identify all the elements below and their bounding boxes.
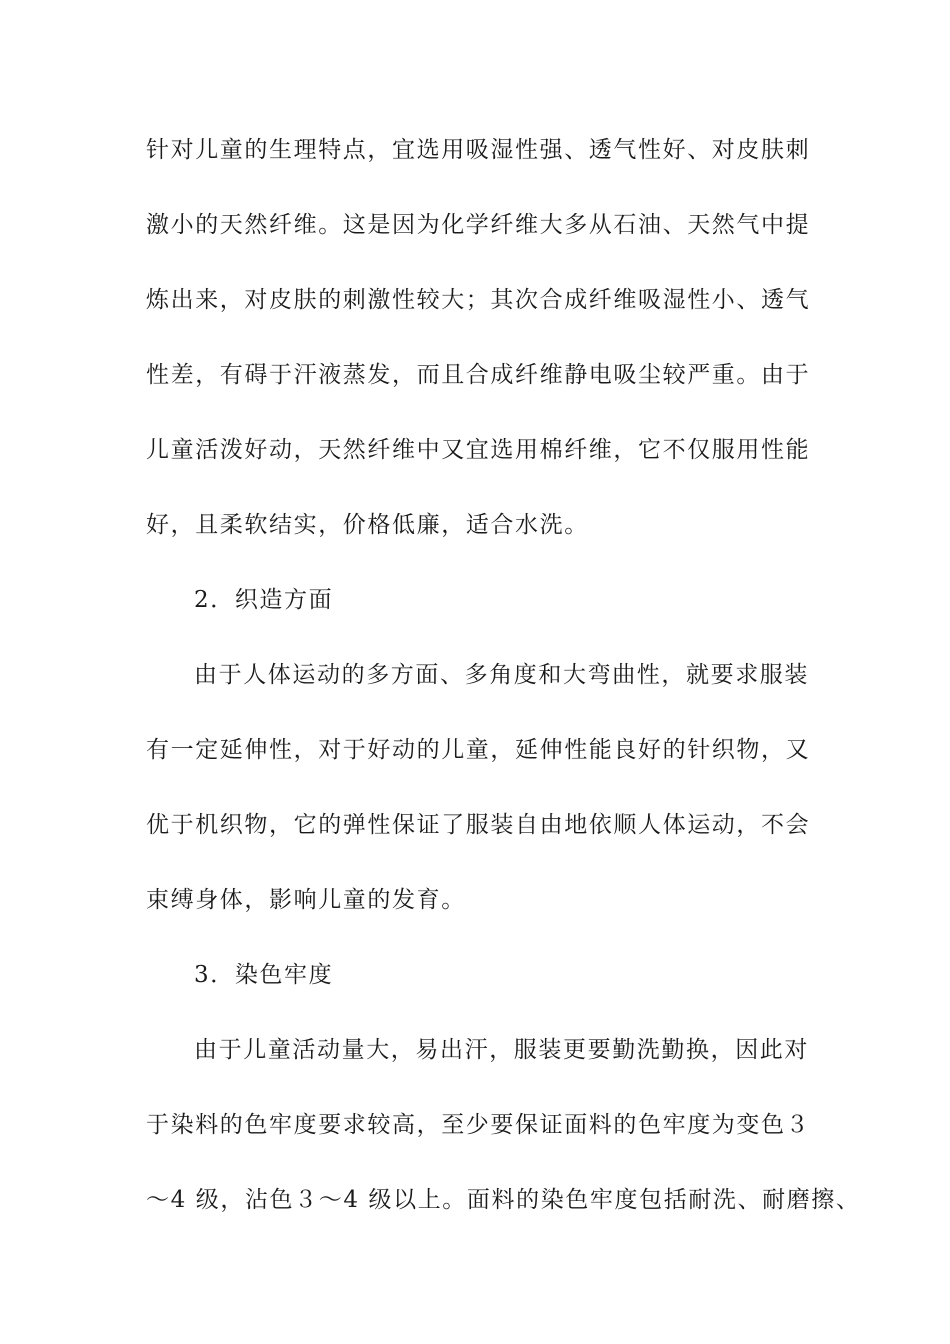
- text-line: ～4 级，沾色３～4 级以上。面料的染色牢度包括耐洗、耐磨擦、: [146, 1187, 861, 1213]
- text-line: 针对儿童的生理特点，宜选用吸湿性强、透气性好、对皮肤刺: [146, 137, 811, 163]
- text-line: 束缚身体，影响儿童的发育。: [146, 887, 466, 913]
- section-heading: 3．染色牢度: [194, 962, 334, 988]
- text-line: 于染料的色牢度要求较高，至少要保证面料的色牢度为变色３: [146, 1112, 811, 1138]
- text-line: 儿童活泼好动，天然纤维中又宜选用棉纤维，它不仅服用性能: [146, 437, 811, 463]
- text-line: 优于机织物，它的弹性保证了服装自由地依顺人体运动，不会: [146, 812, 811, 838]
- text-line: 激小的天然纤维。这是因为化学纤维大多从石油、天然气中提: [146, 212, 811, 238]
- section-heading: 2．织造方面: [194, 587, 334, 613]
- text-line: 由于儿童活动量大，易出汗，服装更要勤洗勤换，因此对: [194, 1037, 809, 1063]
- text-line: 炼出来，对皮肤的刺激性较大；其次合成纤维吸湿性小、透气: [146, 287, 811, 313]
- text-line: 好，且柔软结实，价格低廉，适合水洗。: [146, 512, 589, 538]
- text-line: 有一定延伸性，对于好动的儿童，延伸性能良好的针织物，又: [146, 737, 811, 763]
- text-line: 性差，有碍于汗液蒸发，而且合成纤维静电吸尘较严重。由于: [146, 362, 811, 388]
- text-line: 由于人体运动的多方面、多角度和大弯曲性，就要求服装: [194, 662, 809, 688]
